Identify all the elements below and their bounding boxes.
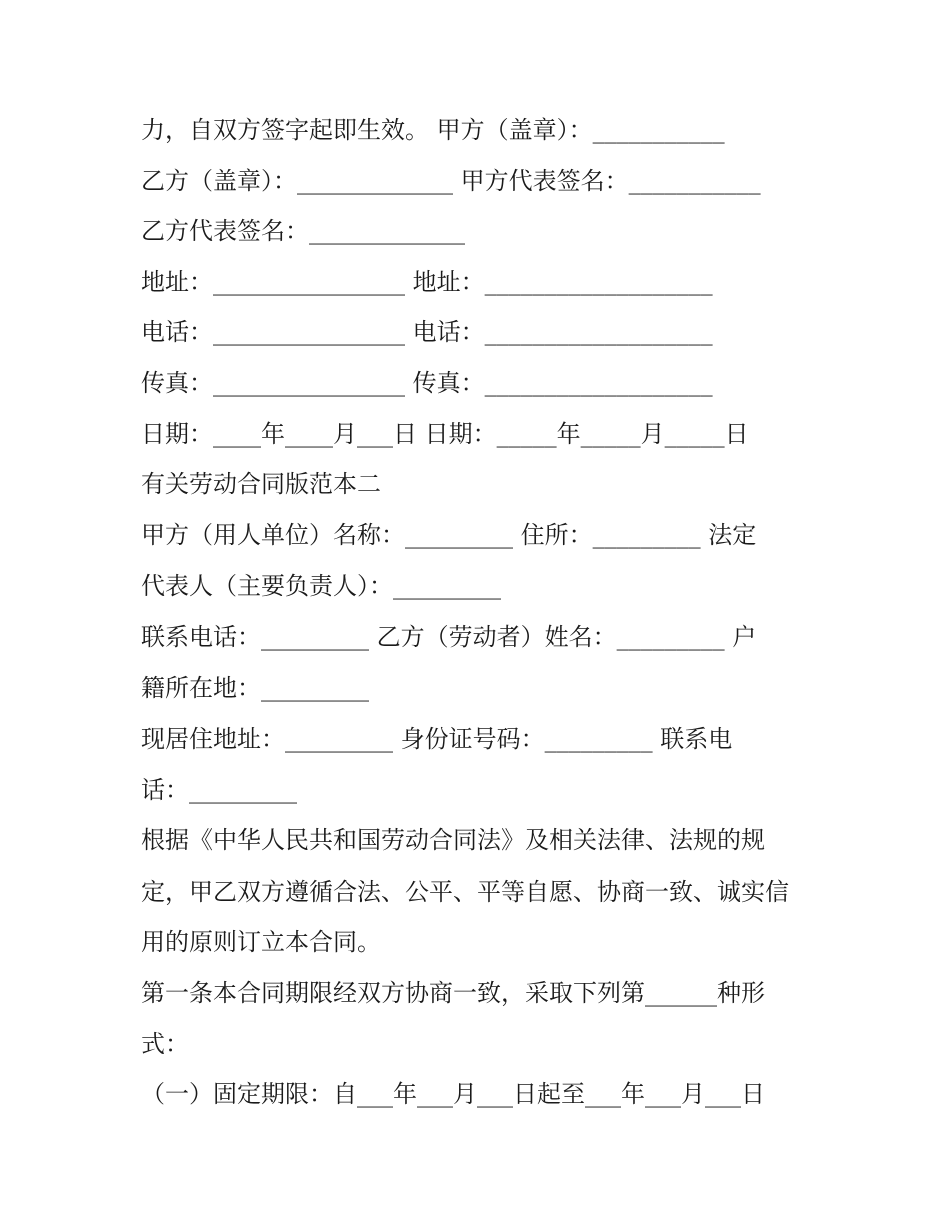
text-line: 传真：________________ 传真：___________________ xyxy=(141,369,713,397)
text-line: 代表人（主要负责人）：_________ xyxy=(141,572,501,600)
text-line: 乙方代表签名：_____________ xyxy=(141,217,465,245)
text-line: （一）固定期限：自___年___月___日起至___年___月___日 xyxy=(141,1080,765,1108)
text-line: 定，甲乙双方遵循合法、公平、平等自愿、协商一致、诚实信 xyxy=(141,878,789,906)
text-line: 第一条本合同期限经双方协商一致，采取下列第______种形 xyxy=(141,979,765,1007)
text-line: 日期：____年____月___日 日期：_____年_____月_____日 xyxy=(141,420,749,448)
text-line: 式： xyxy=(141,1030,189,1058)
text-line: 乙方（盖章）：_____________ 甲方代表签名：___________ xyxy=(141,167,761,195)
text-line: 甲方（用人单位）名称：_________ 住所：_________ 法定 xyxy=(141,521,757,549)
text-line: 话：_________ xyxy=(141,776,297,804)
text-line: 力，自双方签字起即生效。 甲方（盖章）：___________ xyxy=(141,116,725,144)
text-line: 根据《中华人民共和国劳动合同法》及相关法律、法规的规 xyxy=(141,826,765,854)
text-line: 籍所在地：_________ xyxy=(141,674,369,702)
text-line: 现居住地址：_________ 身份证号码：_________ 联系电 xyxy=(141,725,733,753)
text-line: 用的原则订立本合同。 xyxy=(141,928,381,956)
section-title: 有关劳动合同版范本二 xyxy=(141,470,381,498)
text-line: 地址：________________ 地址：___________________ xyxy=(141,268,713,296)
text-line: 电话：________________ 电话：___________________ xyxy=(141,318,713,346)
text-line: 联系电话：_________ 乙方（劳动者）姓名：_________ 户 xyxy=(141,623,757,651)
